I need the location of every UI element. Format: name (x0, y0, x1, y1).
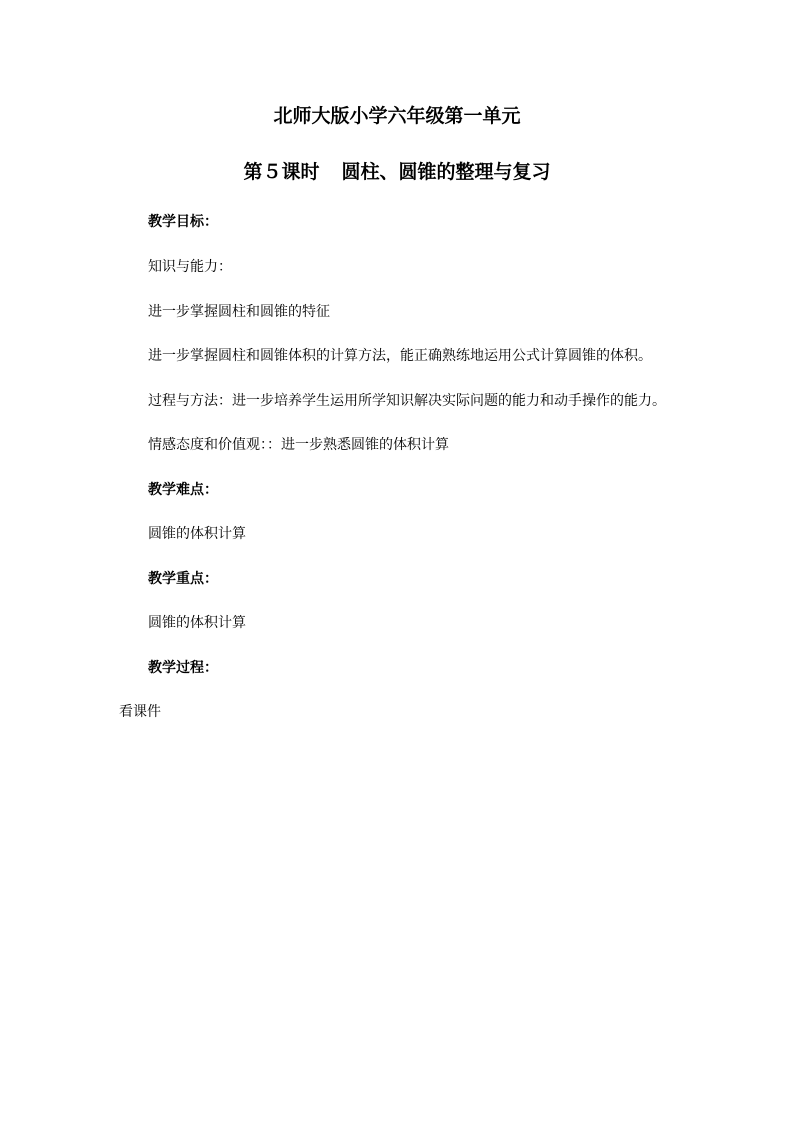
attitude-values-line: 情感态度和价值观：：进一步熟悉圆锥的体积计算 (148, 437, 449, 453)
section-process-heading: 教学过程： (148, 660, 218, 676)
goal-line-volume: 进一步掌握圆柱和圆锥体积的计算方法，能正确熟练地运用公式计算圆锥的体积。 (148, 348, 652, 364)
document-title: 北师大版小学六年级第一单元 (273, 105, 521, 127)
lesson-topic: 圆柱、圆锥的整理与复习 (341, 161, 551, 183)
process-method-line: 过程与方法：进一步培养学生运用所学知识解决实际问题的能力和动手操作的能力。 (148, 393, 666, 409)
lesson-number: 第５课时 (243, 161, 320, 183)
key-point-text: 圆锥的体积计算 (148, 615, 246, 631)
goal-line-features: 进一步掌握圆柱和圆锥的特征 (148, 304, 330, 320)
process-text: 看课件 (119, 704, 161, 720)
section-teaching-goals-heading: 教学目标： (148, 214, 218, 230)
section-difficulty-heading: 教学难点： (148, 482, 218, 498)
difficulty-text: 圆锥的体积计算 (148, 526, 246, 542)
lesson-heading (0, 160, 794, 184)
knowledge-ability-label: 知识与能力： (148, 259, 232, 275)
section-key-point-heading: 教学重点： (148, 571, 218, 587)
